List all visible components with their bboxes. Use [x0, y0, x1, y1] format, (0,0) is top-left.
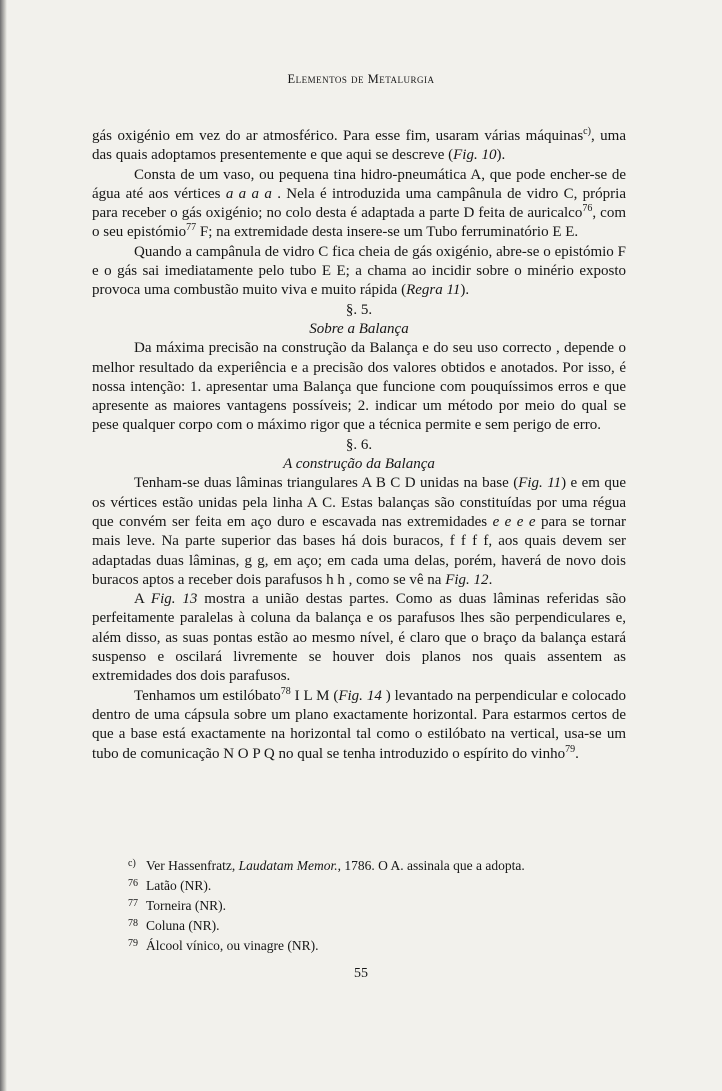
- footnote-marker: 78: [128, 918, 138, 929]
- paragraph: Consta de um vaso, ou pequena tina hidro-pneumática A, que pode encher-se de água até aos vértices a a a a . Nela é introduzida uma campânula de vidro C, própria para receber o gás oxigénio; no colo desta é adaptada a parte D feita de auricalco$^{76}$, com o seu epistómio$^{77}$ F; na extremidade desta insere-se um Tubo ferruminatório E E.: [92, 166, 626, 241]
- footnote: 78 Coluna (NR).: [128, 915, 608, 935]
- footnotes: [128, 855, 608, 955]
- footnote-ref: 79: [565, 743, 576, 755]
- footnote-ref: 77: [186, 222, 197, 234]
- body-text: [92, 127, 626, 764]
- footnote: 79 Álcool vínico, ou vinagre (NR).: [128, 935, 608, 955]
- figure-ref: Fig. 14: [338, 687, 382, 704]
- figure-ref: Fig. 11: [518, 475, 562, 492]
- paragraph: Tenhamos um estilóbato$^{78}$ I L M (Fig. 14 ) levantado na perpendicular e colocado dentro de uma cápsula sobre um plano exactamente horizontal. Para estarmos certos de que a base está exactamente na horizontal tal como o estilóbato na vertical, usa-se um tubo de comunicação N O P Q no qual se tenha introduzido o espírito do vinho$^{79}$.: [92, 685, 626, 762]
- footnote-ref: 76: [582, 203, 593, 215]
- footnote-marker: 76: [128, 878, 138, 889]
- footnote-marker: 77: [128, 898, 138, 909]
- paragraph-continued: gás oxigénio em vez do ar atmosférico. Para esse fim, usaram várias máquinas$^{c)}$, uma das quais adoptamos presentemente e que aqui se descreve (Fig. 10).: [92, 126, 626, 164]
- section-number: §. 6.: [345, 436, 373, 453]
- footnote-ref: 78: [280, 685, 291, 697]
- figure-ref: Fig. 13: [150, 591, 198, 608]
- footnote: 76 Latão (NR).: [128, 875, 608, 895]
- page-number: 55: [354, 966, 368, 981]
- paragraph: Da máxima precisão na construção da Balança e do seu uso correcto , depende o melhor resultado da experiência e a precisão dos valores obtidos e anotados. Por isso, é nossa intenção: 1. apresentar uma Balança que funcione com pouquíssimos erros e que apresente as maiores vantagens possíveis; 2. indicar um método por meio do qual se pese qualquer corpo com o máximo rigor que a técnica permite e sem perigo de erro.: [92, 340, 626, 434]
- paragraph: Quando a campânula de vidro C fica cheia de gás oxigénio, abre-se o epistómio F e o gás sai imediatamente pelo tubo E E; a chama ao incidir sobre o minério exposto provoca uma combustão muito viva e muito rápida (Regra 11).: [92, 243, 626, 299]
- running-head: Elementos de Metalurgia: [287, 72, 435, 86]
- footnote-marker: 79: [128, 938, 138, 949]
- figure-ref: Fig. 10: [453, 147, 497, 164]
- paragraph: Tenham-se duas lâminas triangulares A B C D unidas na base (Fig. 11) e em que os vértices estão unidas pela linha A C. Estas balanças são constituídas por uma régua que convém ser feita em aço duro e escavada nas extremidades e e e e para se tornar mais leve. Na parte superior das bases há dois buracos, f f f f, aos quais devem ser adaptadas duas lâminas, g g, em aço; em cada uma delas, porém, haverá de novo dois buracos aptos a receber dois parafusos h h , como se vê na Fig. 12.: [92, 475, 627, 588]
- footnote-ref: c): [583, 126, 591, 137]
- rule-ref: Regra 11: [406, 282, 461, 299]
- footnote: c) Ver Hassenfratz, Laudatam Memor., 1786. O A. assinala que a adopta.: [128, 855, 608, 875]
- section-title: A construção da Balança: [283, 456, 435, 473]
- footnote: 77 Torneira (NR).: [128, 895, 608, 915]
- page-edge-shadow: [0, 0, 7, 1091]
- figure-ref: Fig. 12: [445, 571, 489, 588]
- section-number: §. 5.: [345, 301, 373, 318]
- paragraph: A Fig. 13 mostra a união destas partes. Como as duas lâminas referidas são perfeitamente paralelas à coluna da balança e os parafusos lhes são perpendiculares e, além disso, as suas pontas estão ao mesmo nível, é claro que o braço da balança estará suspenso e oscilará livremente se houver dois planos nos quais assentem as extremidades dos dois parafusos.: [92, 591, 626, 685]
- footnote-marker: c): [128, 858, 136, 869]
- section-title: Sobre a Balança: [309, 320, 409, 337]
